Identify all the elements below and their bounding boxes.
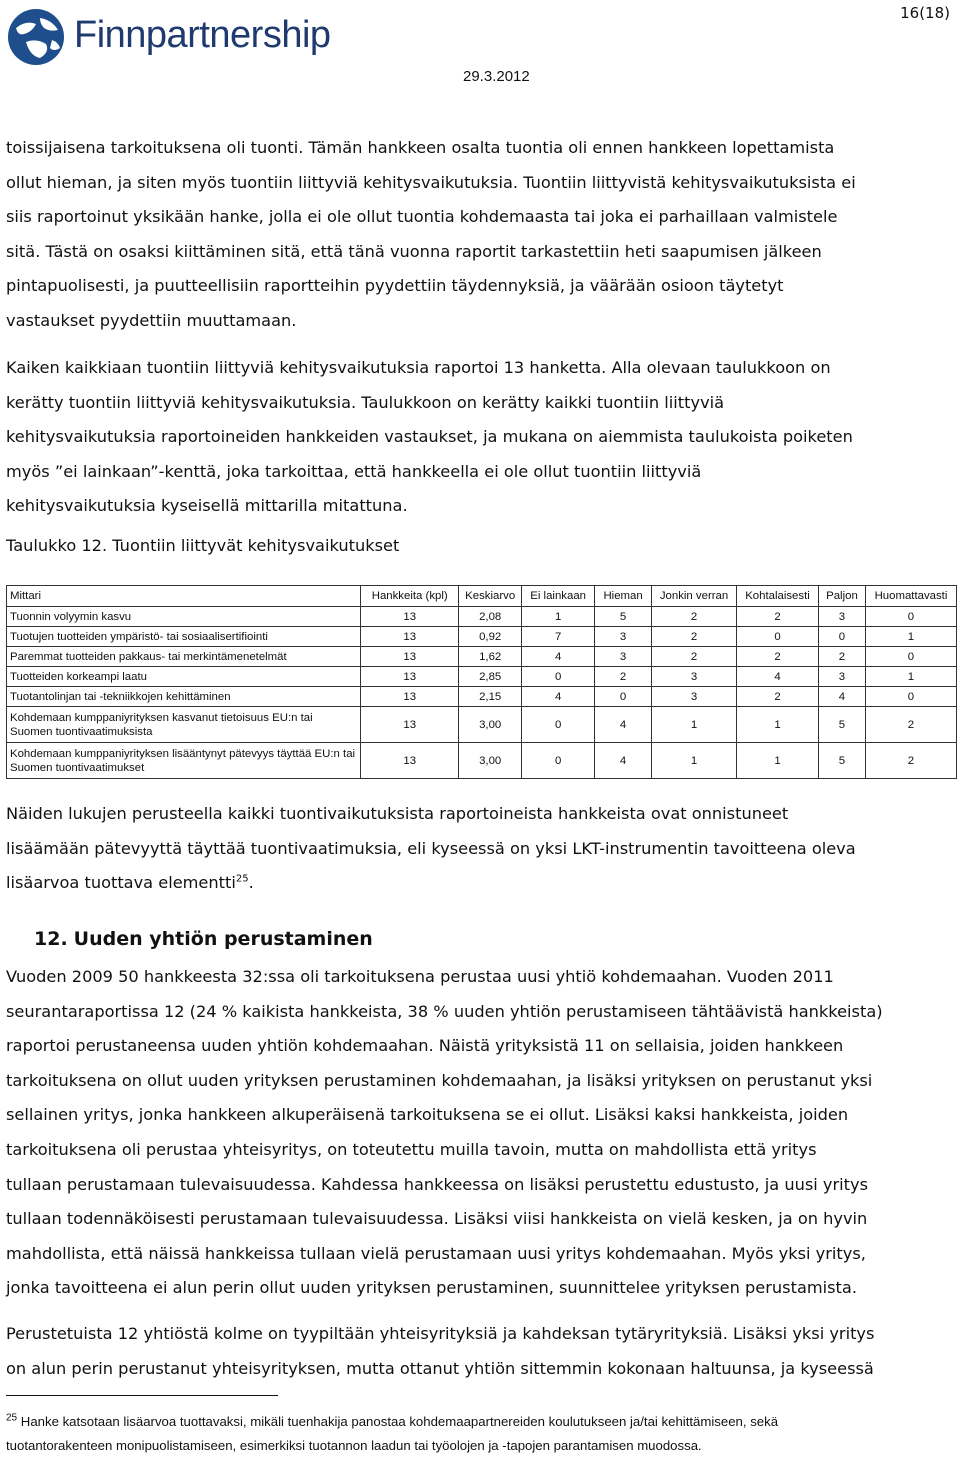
table-cell: 0 <box>737 627 819 647</box>
text-line: myös ”ei lainkaan”-kenttä, joka tarkoittaa, että hankkeella ei ole ollut tuontiin liittyviä <box>6 461 702 481</box>
footnote-reference: 25 <box>235 873 249 885</box>
table-row <box>7 607 957 627</box>
column-header: Hankkeita (kpl) <box>361 586 459 607</box>
table-cell: 2 <box>652 627 737 647</box>
footnote-text: Hanke katsotaan lisäarvoa tuottavaksi, mikäli tuenhakija panostaa kohdemaapartnereiden koulutukseen ja/tai kehittämiseen, sekä <box>20 1414 779 1429</box>
table-cell: 4 <box>737 667 819 687</box>
table-cell: 0 <box>865 687 956 707</box>
table-row <box>7 667 957 687</box>
table-cell: 2,15 <box>459 687 522 707</box>
table-cell: 2 <box>652 607 737 627</box>
column-header: Jonkin verran <box>652 586 737 607</box>
table-cell: 3 <box>595 627 652 647</box>
footnote-number: 25 <box>6 1412 18 1424</box>
row-label: Tuotantolinjan tai -tekniikkojen kehittäminen <box>7 687 361 707</box>
row-label: Tuotujen tuotteiden ympäristö- tai sosiaalisertifiointi <box>7 627 361 647</box>
text-line: on alun perin perustanut yhteisyrityksen, mutta ottanut yhtiön sittemmin kokonaan haltuunsa, ja kyseessä <box>6 1358 874 1378</box>
text-line: jonka tavoitteena ei alun perin ollut uuden yrityksen perustaminen, suunnittelee yrityksen perustamista. <box>6 1278 857 1298</box>
table-cell: 4 <box>522 687 595 707</box>
column-header: Keskiarvo <box>459 586 522 607</box>
table-cell: 13 <box>361 743 459 779</box>
text-line: lisäämään pätevyyttä täyttää tuontivaatimuksia, eli kyseessä on yksi LKT-instrumentin tavoitteena oleva <box>6 838 856 858</box>
text-line: seurantaraportissa 12 (24 % kaikista hankkeista, 38 % uuden yhtiön perustamiseen tähtäävistä hankkeista) <box>6 1001 883 1021</box>
table-cell: 1 <box>865 667 956 687</box>
text-line: sitä. Tästä on osaksi kiittäminen sitä, että tänä vuonna raportit tarkastettiin heti saapumisen jälkeen <box>6 241 822 261</box>
column-header: Ei lainkaan <box>522 586 595 607</box>
text-line: tullaan perustamaan tulevaisuudessa. Kahdessa hankkeessa on lisäksi perustettu edustusto, ja uusi yritys <box>6 1174 869 1194</box>
section-number: 12. <box>34 928 68 950</box>
table-caption: Taulukko 12. Tuontiin liittyvät kehitysvaikutukset <box>6 536 400 555</box>
table-row <box>7 707 957 743</box>
text-line: pintapuolisesti, ja puutteellisiin raportteihin pyydettiin täydennyksiä, ja väärään osioon täytetyt <box>6 276 784 296</box>
table-cell: 0 <box>818 627 865 647</box>
text-line: siis raportoinut yksikään hanke, jolla ei ole ollut tuontia kohdemaasta tai joka ei parhaillaan valmistele <box>6 207 838 227</box>
text-line: Perustetuista 12 yhtiöstä kolme on tyypiltään yhteisyrityksiä ja kahdeksan tytäryrityksiä. Lisäksi yksi yritys <box>6 1324 875 1343</box>
table-cell: 2 <box>737 647 819 667</box>
table-cell: 1 <box>737 743 819 779</box>
footnote-line: tuotantorakenteen monipuolistamiseen, esimerkiksi tuotannon laadun tai työolojen ja -tapojen parantamisen muodossa. <box>6 1438 702 1453</box>
table-cell: 0 <box>865 607 956 627</box>
footnote-line <box>6 1410 956 1434</box>
table-cell: 5 <box>818 707 865 743</box>
text-line: lisäarvoa tuottava elementti$^{25}$. <box>6 873 254 893</box>
final-paragraph <box>6 1317 956 1386</box>
table-cell: 0 <box>595 687 652 707</box>
row-label: Kohdemaan kumppaniyrityksen lisääntynyt pätevyys täyttää EU:n tai Suomen tuontivaatimukset <box>7 743 361 779</box>
table-cell: 0 <box>522 743 595 779</box>
table-cell: 0 <box>522 667 595 687</box>
table-cell: 5 <box>595 607 652 627</box>
table-cell: 2 <box>652 647 737 667</box>
table-row <box>7 647 957 667</box>
column-header: Kohtalaisesti <box>737 586 819 607</box>
table-cell: 0 <box>522 707 595 743</box>
document-date: 29.3.2012 <box>463 68 530 85</box>
table-cell: 0,92 <box>459 627 522 647</box>
table-cell: 2 <box>737 607 819 627</box>
table-cell: 13 <box>361 707 459 743</box>
text-line: sellainen yritys, jonka hankkeen alkuperäisenä tarkoituksena se ei ollut. Lisäksi kaksi hankkeista, joiden <box>6 1105 849 1125</box>
table-cell: 13 <box>361 647 459 667</box>
table-cell: 1,62 <box>459 647 522 667</box>
table-cell: 0 <box>865 647 956 667</box>
text-line: tarkoituksena oli perustaa yhteisyritys, on toteutettu muilla tavoin, mutta on mahdollista että yritys <box>6 1139 817 1159</box>
text-line: Vuoden 2009 50 hankkeesta 32:ssa oli tarkoituksena perustaa uusi yhtiö kohdemaahan. Vuoden 2011 <box>6 967 834 986</box>
table-cell: 3 <box>595 647 652 667</box>
text-fragment: lisäarvoa tuottava elementti <box>6 873 236 893</box>
table-cell: 3,00 <box>459 707 522 743</box>
table-cell: 1 <box>652 707 737 743</box>
text-line: ollut hieman, ja siten myös tuontiin liittyviä kehitysvaikutuksia. Tuontiin liittyvistä kehitysvaikutuksista ei <box>6 172 856 192</box>
text-line: raportoi perustaneensa uuden yhtiön kohdemaahan. Näistä yrityksistä 11 on sellaisia, joiden hankkeen <box>6 1036 844 1056</box>
row-label: Paremmat tuotteiden pakkaus- tai merkintämenetelmät <box>7 647 361 667</box>
table-cell: 1 <box>522 607 595 627</box>
table-cell: 13 <box>361 607 459 627</box>
after-table-paragraph <box>6 797 956 901</box>
section-heading <box>34 928 379 950</box>
table-row <box>7 743 957 779</box>
text-line: mahdollista, että näissä hankkeissa tullaan vielä perustamaan uusi yritys kohdemaahan. Myös yksi yritys, <box>6 1243 866 1263</box>
row-label: Kohdemaan kumppaniyrityksen kasvanut tietoisuus EU:n tai Suomen tuontivaatimuksista <box>7 707 361 743</box>
row-label: Tuonnin volyymin kasvu <box>7 607 361 627</box>
text-line: kehitysvaikutuksia kyseisellä mittarilla mitattuna. <box>6 496 408 516</box>
table-row <box>7 687 957 707</box>
table-cell: 13 <box>361 627 459 647</box>
table-cell: 4 <box>818 687 865 707</box>
text-line: kerätty tuontiin liittyviä kehitysvaikutuksia. Taulukkoon on kerätty kaikki tuontiin liittyviä <box>6 392 725 412</box>
table-cell: 4 <box>595 707 652 743</box>
column-header: Huomattavasti <box>865 586 956 607</box>
logo-text: Finnpartnership <box>74 14 331 56</box>
table-cell: 2,08 <box>459 607 522 627</box>
import-effects-table <box>6 585 957 779</box>
table-cell: 3 <box>652 667 737 687</box>
table-cell: 3 <box>818 607 865 627</box>
table-cell: 7 <box>522 627 595 647</box>
table-cell: 2 <box>818 647 865 667</box>
table-cell: 2 <box>595 667 652 687</box>
finnpartnership-logo <box>6 6 336 68</box>
text-line: vastaukset pyydettiin muuttamaan. <box>6 310 297 330</box>
column-header: Hieman <box>595 586 652 607</box>
table-cell: 5 <box>818 743 865 779</box>
column-header: Paljon <box>818 586 865 607</box>
text-line: tarkoituksena on ollut uuden yrityksen perustaminen kohdemaahan, ja lisäksi yrityksen on perustanut yksi <box>6 1070 873 1090</box>
table-cell: 3,00 <box>459 743 522 779</box>
intro-paragraph <box>6 131 956 339</box>
text-line: tullaan todennäköisesti perustamaan tulevaisuudessa. Lisäksi viisi hankkeista on vielä kesken, ja on hyvin <box>6 1209 868 1229</box>
table-cell: 2 <box>737 687 819 707</box>
row-label: Tuotteiden korkeampi laatu <box>7 667 361 687</box>
table-cell: 13 <box>361 687 459 707</box>
table-cell: 13 <box>361 667 459 687</box>
section-title: Uuden yhtiön perustaminen <box>73 928 373 950</box>
column-header: Mittari <box>7 586 361 607</box>
table-cell: 1 <box>652 743 737 779</box>
text-line: toissijaisena tarkoituksena oli tuonti. Tämän hankkeen osalta tuontia oli ennen hankkeen lopettamista <box>6 138 835 157</box>
table-header-row <box>7 586 957 607</box>
second-paragraph <box>6 351 956 524</box>
table-cell: 2,85 <box>459 667 522 687</box>
table-cell: 4 <box>595 743 652 779</box>
table-cell: 1 <box>865 627 956 647</box>
section-paragraph <box>6 960 956 1306</box>
table-row <box>7 627 957 647</box>
table-cell: 4 <box>522 647 595 667</box>
table-cell: 3 <box>652 687 737 707</box>
page-number: 16(18) <box>900 4 950 22</box>
text-line: Kaiken kaikkiaan tuontiin liittyviä kehitysvaikutuksia raportoi 13 hanketta. Alla olevaan taulukkoon on <box>6 358 831 377</box>
table-cell: 2 <box>865 707 956 743</box>
text-line: Näiden lukujen perusteella kaikki tuontivaikutuksista raportoineista hankkeista ovat onnistuneet <box>6 804 789 823</box>
table-cell: 2 <box>865 743 956 779</box>
table-cell: 3 <box>818 667 865 687</box>
footnote-divider <box>6 1395 278 1396</box>
text-line: kehitysvaikutuksia raportoineiden hankkeiden vastaukset, ja mukana on aiemmista taulukoista poiketen <box>6 427 853 447</box>
table-cell: 1 <box>737 707 819 743</box>
footnote <box>6 1410 956 1458</box>
